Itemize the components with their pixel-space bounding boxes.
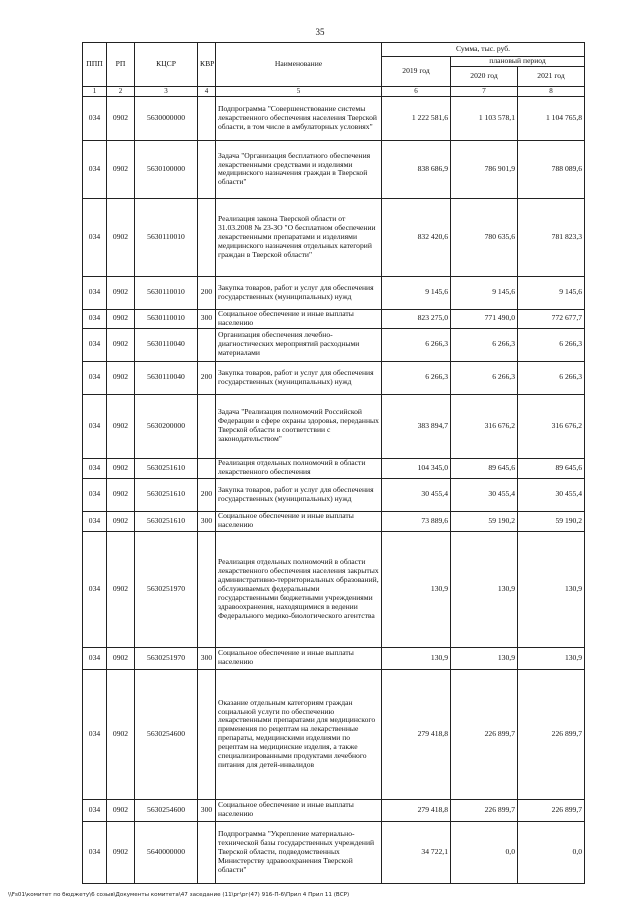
ppp-cell: 034 bbox=[83, 511, 107, 531]
table-row bbox=[83, 799, 585, 821]
value-2020-cell: 30 455,4 bbox=[451, 478, 518, 511]
rp-cell: 0902 bbox=[107, 328, 135, 361]
kcsr-cell: 5640000000 bbox=[135, 821, 198, 883]
header-kvr: КВР bbox=[198, 43, 216, 87]
value-2019-cell: 279 418,8 bbox=[382, 799, 451, 821]
table-row bbox=[83, 821, 585, 883]
value-2020-cell: 130,9 bbox=[451, 647, 518, 669]
name-cell: Социальное обеспечение и иные выплаты населению bbox=[216, 647, 382, 669]
ppp-cell: 034 bbox=[83, 821, 107, 883]
kcsr-cell: 5630000000 bbox=[135, 96, 198, 140]
name-cell: Реализация отдельных полномочий в области лекарственного обеспечения населения закрытых административно-территориальных образований, обслуживаемых федеральными государственными бюджетными учреждениями здравоохранения, находящимися в ведении Федерального медико-биологического агентства bbox=[216, 531, 382, 647]
column-number: 5 bbox=[216, 86, 382, 96]
ppp-cell: 034 bbox=[83, 361, 107, 394]
column-number: 8 bbox=[518, 86, 585, 96]
header-name: Наименование bbox=[216, 43, 382, 87]
table-row bbox=[83, 458, 585, 478]
value-2020-cell: 59 190,2 bbox=[451, 511, 518, 531]
value-2020-cell: 89 645,6 bbox=[451, 458, 518, 478]
header-planned-period: плановый период bbox=[451, 57, 585, 67]
column-number: 7 bbox=[451, 86, 518, 96]
value-2019-cell: 823 275,0 bbox=[382, 309, 451, 328]
kvr-cell bbox=[198, 458, 216, 478]
name-cell: Реализация отдельных полномочий в области лекарственного обеспечения bbox=[216, 458, 382, 478]
rp-cell: 0902 bbox=[107, 669, 135, 799]
table-body bbox=[83, 96, 585, 883]
kcsr-cell: 5630254600 bbox=[135, 799, 198, 821]
kcsr-cell: 5630110040 bbox=[135, 328, 198, 361]
column-number: 3 bbox=[135, 86, 198, 96]
value-2021-cell: 1 104 765,8 bbox=[518, 96, 585, 140]
name-cell: Социальное обеспечение и иные выплаты населению bbox=[216, 511, 382, 531]
rp-cell: 0902 bbox=[107, 309, 135, 328]
value-2020-cell: 6 266,3 bbox=[451, 328, 518, 361]
header-ppp: ППП bbox=[83, 43, 107, 87]
value-2021-cell: 316 676,2 bbox=[518, 394, 585, 458]
value-2021-cell: 30 455,4 bbox=[518, 478, 585, 511]
kcsr-cell: 5630200000 bbox=[135, 394, 198, 458]
ppp-cell: 034 bbox=[83, 647, 107, 669]
column-number: 6 bbox=[382, 86, 451, 96]
value-2021-cell: 781 823,3 bbox=[518, 198, 585, 276]
ppp-cell: 034 bbox=[83, 198, 107, 276]
value-2021-cell: 59 190,2 bbox=[518, 511, 585, 531]
kvr-cell: 300 bbox=[198, 647, 216, 669]
header-rp: РП bbox=[107, 43, 135, 87]
name-cell: Закупка товаров, работ и услуг для обеспечения государственных (муниципальных) нужд bbox=[216, 276, 382, 309]
kvr-cell bbox=[198, 531, 216, 647]
table-row bbox=[83, 96, 585, 140]
value-2019-cell: 130,9 bbox=[382, 647, 451, 669]
kvr-cell: 200 bbox=[198, 276, 216, 309]
header-sum: Сумма, тыс. руб. bbox=[382, 43, 585, 57]
kvr-cell: 200 bbox=[198, 361, 216, 394]
ppp-cell: 034 bbox=[83, 458, 107, 478]
table-row bbox=[83, 198, 585, 276]
ppp-cell: 034 bbox=[83, 478, 107, 511]
rp-cell: 0902 bbox=[107, 799, 135, 821]
kcsr-cell: 5630254600 bbox=[135, 669, 198, 799]
header-2019: 2019 год bbox=[382, 57, 451, 87]
table-row bbox=[83, 669, 585, 799]
kvr-cell bbox=[198, 821, 216, 883]
rp-cell: 0902 bbox=[107, 198, 135, 276]
header-2020: 2020 год bbox=[451, 66, 518, 86]
value-2020-cell: 226 899,7 bbox=[451, 669, 518, 799]
table-row bbox=[83, 140, 585, 198]
table-row bbox=[83, 647, 585, 669]
value-2019-cell: 130,9 bbox=[382, 531, 451, 647]
value-2019-cell: 832 420,6 bbox=[382, 198, 451, 276]
ppp-cell: 034 bbox=[83, 531, 107, 647]
ppp-cell: 034 bbox=[83, 276, 107, 309]
ppp-cell: 034 bbox=[83, 394, 107, 458]
ppp-cell: 034 bbox=[83, 328, 107, 361]
value-2021-cell: 772 677,7 bbox=[518, 309, 585, 328]
value-2019-cell: 73 889,6 bbox=[382, 511, 451, 531]
value-2019-cell: 104 345,0 bbox=[382, 458, 451, 478]
column-number: 4 bbox=[198, 86, 216, 96]
name-cell: Социальное обеспечение и иные выплаты населению bbox=[216, 799, 382, 821]
value-2020-cell: 9 145,6 bbox=[451, 276, 518, 309]
kvr-cell bbox=[198, 394, 216, 458]
name-cell: Подпрограмма "Укрепление материально-технической базы государственных учреждений Тверской области, подведомственных Министерству здравоохранения Тверской области" bbox=[216, 821, 382, 883]
table-row bbox=[83, 394, 585, 458]
rp-cell: 0902 bbox=[107, 478, 135, 511]
name-cell: Задача "Реализация полномочий Российской Федерации в сфере охраны здоровья, переданных Тверской области в соответствии с законодательством" bbox=[216, 394, 382, 458]
ppp-cell: 034 bbox=[83, 309, 107, 328]
rp-cell: 0902 bbox=[107, 531, 135, 647]
kcsr-cell: 5630251610 bbox=[135, 458, 198, 478]
value-2019-cell: 1 222 581,6 bbox=[382, 96, 451, 140]
table-row bbox=[83, 276, 585, 309]
file-path-footer: \\Fs01\комитет по бюджету\6 созыв\Документы комитета\47 заседание (11\рг\рг(47) 916-П-6\Прил 4 Прил 11 (ВСР) bbox=[8, 892, 350, 898]
name-cell: Оказание отдельным категориям граждан социальной услуги по обеспечению лекарственными препаратами для медицинского применения по рецептам на лекарственные препараты, медицинскими изделиями по рецептам на медицинские изделия, а также специализированными продуктами лечебного питания для детей-инвалидов bbox=[216, 669, 382, 799]
value-2020-cell: 771 490,0 bbox=[451, 309, 518, 328]
name-cell: Задача "Организация бесплатного обеспечения лекарственными средствами и изделиями медицинского назначения граждан в Тверской области" bbox=[216, 140, 382, 198]
rp-cell: 0902 bbox=[107, 394, 135, 458]
ppp-cell: 034 bbox=[83, 799, 107, 821]
value-2021-cell: 226 899,7 bbox=[518, 669, 585, 799]
value-2020-cell: 1 103 578,1 bbox=[451, 96, 518, 140]
table-row bbox=[83, 478, 585, 511]
name-cell: Подпрограмма "Совершенствование системы лекарственного обеспечения населения Тверской области, в том числе в амбулаторных условиях" bbox=[216, 96, 382, 140]
rp-cell: 0902 bbox=[107, 511, 135, 531]
kcsr-cell: 5630251610 bbox=[135, 478, 198, 511]
value-2020-cell: 780 635,6 bbox=[451, 198, 518, 276]
value-2021-cell: 6 266,3 bbox=[518, 361, 585, 394]
table-row bbox=[83, 511, 585, 531]
value-2019-cell: 279 418,8 bbox=[382, 669, 451, 799]
table-row bbox=[83, 328, 585, 361]
rp-cell: 0902 bbox=[107, 647, 135, 669]
value-2019-cell: 30 455,4 bbox=[382, 478, 451, 511]
kvr-cell bbox=[198, 328, 216, 361]
kcsr-cell: 5630110040 bbox=[135, 361, 198, 394]
value-2021-cell: 6 266,3 bbox=[518, 328, 585, 361]
ppp-cell: 034 bbox=[83, 96, 107, 140]
table-row bbox=[83, 361, 585, 394]
column-number: 1 bbox=[83, 86, 107, 96]
name-cell: Закупка товаров, работ и услуг для обеспечения государственных (муниципальных) нужд bbox=[216, 478, 382, 511]
kvr-cell bbox=[198, 669, 216, 799]
rp-cell: 0902 bbox=[107, 276, 135, 309]
value-2019-cell: 383 894,7 bbox=[382, 394, 451, 458]
name-cell: Реализация закона Тверской области от 31.03.2008 № 23-ЗО "О бесплатном обеспечении лекарственными препаратами и изделиями медицинского назначения отдельных категорий граждан в Тверской области" bbox=[216, 198, 382, 276]
value-2021-cell: 0,0 bbox=[518, 821, 585, 883]
kvr-cell bbox=[198, 140, 216, 198]
page-number: 35 bbox=[315, 27, 325, 37]
kvr-cell bbox=[198, 96, 216, 140]
name-cell: Социальное обеспечение и иные выплаты населению bbox=[216, 309, 382, 328]
value-2020-cell: 6 266,3 bbox=[451, 361, 518, 394]
rp-cell: 0902 bbox=[107, 361, 135, 394]
kcsr-cell: 5630251970 bbox=[135, 647, 198, 669]
table-row bbox=[83, 309, 585, 328]
ppp-cell: 034 bbox=[83, 669, 107, 799]
value-2019-cell: 34 722,1 bbox=[382, 821, 451, 883]
kcsr-cell: 5630110010 bbox=[135, 309, 198, 328]
value-2021-cell: 130,9 bbox=[518, 531, 585, 647]
header-2021: 2021 год bbox=[518, 66, 585, 86]
rp-cell: 0902 bbox=[107, 140, 135, 198]
value-2021-cell: 788 089,6 bbox=[518, 140, 585, 198]
kvr-cell: 200 bbox=[198, 478, 216, 511]
column-number: 2 bbox=[107, 86, 135, 96]
rp-cell: 0902 bbox=[107, 96, 135, 140]
budget-table bbox=[82, 42, 585, 884]
value-2021-cell: 226 899,7 bbox=[518, 799, 585, 821]
value-2021-cell: 89 645,6 bbox=[518, 458, 585, 478]
value-2021-cell: 130,9 bbox=[518, 647, 585, 669]
column-number-row bbox=[83, 86, 585, 96]
value-2019-cell: 6 266,3 bbox=[382, 328, 451, 361]
rp-cell: 0902 bbox=[107, 821, 135, 883]
kvr-cell: 300 bbox=[198, 309, 216, 328]
kvr-cell bbox=[198, 198, 216, 276]
table-row bbox=[83, 531, 585, 647]
name-cell: Организация обеспечения лечебно-диагностических мероприятий расходными материалами bbox=[216, 328, 382, 361]
kcsr-cell: 5630110010 bbox=[135, 198, 198, 276]
value-2021-cell: 9 145,6 bbox=[518, 276, 585, 309]
kvr-cell: 300 bbox=[198, 511, 216, 531]
kcsr-cell: 5630251610 bbox=[135, 511, 198, 531]
value-2019-cell: 838 686,9 bbox=[382, 140, 451, 198]
value-2020-cell: 0,0 bbox=[451, 821, 518, 883]
value-2020-cell: 226 899,7 bbox=[451, 799, 518, 821]
header-kcsr: КЦСР bbox=[135, 43, 198, 87]
rp-cell: 0902 bbox=[107, 458, 135, 478]
value-2020-cell: 786 901,9 bbox=[451, 140, 518, 198]
kcsr-cell: 5630100000 bbox=[135, 140, 198, 198]
kcsr-cell: 5630110010 bbox=[135, 276, 198, 309]
value-2019-cell: 9 145,6 bbox=[382, 276, 451, 309]
kcsr-cell: 5630251970 bbox=[135, 531, 198, 647]
value-2019-cell: 6 266,3 bbox=[382, 361, 451, 394]
value-2020-cell: 130,9 bbox=[451, 531, 518, 647]
value-2020-cell: 316 676,2 bbox=[451, 394, 518, 458]
kvr-cell: 300 bbox=[198, 799, 216, 821]
ppp-cell: 034 bbox=[83, 140, 107, 198]
name-cell: Закупка товаров, работ и услуг для обеспечения государственных (муниципальных) нужд bbox=[216, 361, 382, 394]
